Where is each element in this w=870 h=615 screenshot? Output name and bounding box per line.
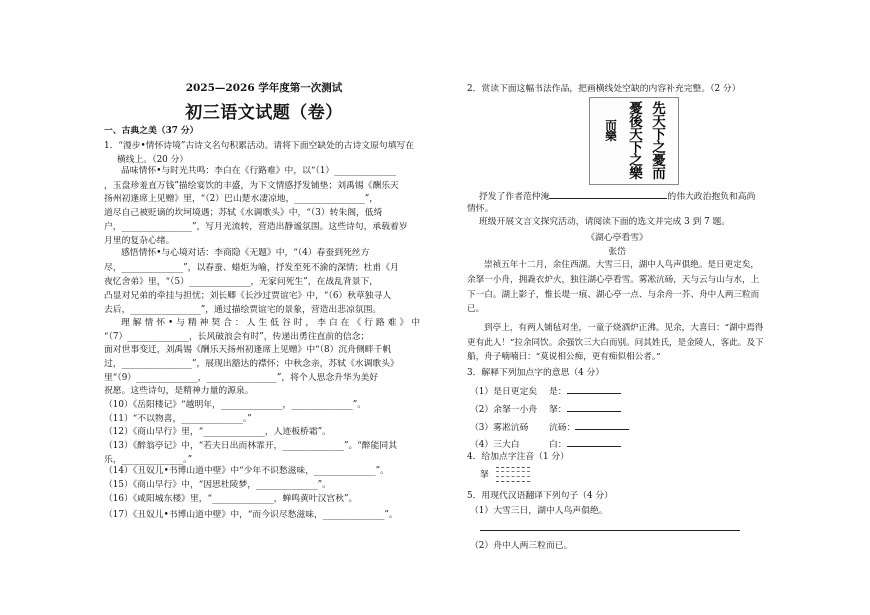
q3-phrase: （4）三大白 — [470, 440, 520, 450]
q1-line: 感悟情怀•与心境对话：李商隐《无题》中，“（4）春蚕到死丝方 — [121, 248, 370, 258]
q5-answer-line — [480, 530, 740, 531]
passage-line: 到亭上，有两人铺毡对坐，一童子烧酒炉正沸。见余，大喜曰：“湖中焉得 — [484, 323, 764, 333]
q5-item: （2）舟中人两三粒而已。 — [470, 541, 573, 551]
q3-prompt: 3．解释下列加点字的意思（4 分） — [467, 368, 605, 378]
calligraphy-column: 憂後天下之樂 — [626, 101, 642, 179]
q1-item: （17）《丑奴儿•书博山道中壁》中，“而今识尽愁滋味，______________”。 — [104, 510, 398, 520]
passage-line: 下一白。湖上影子，惟长堤一痕、湖心亭一点、与余舟一芥、舟中人两三粒而 — [467, 290, 760, 300]
calligraphy-column: 先天下之憂而 — [649, 101, 665, 179]
q1-item: （10）《岳阳楼记》“越明年，______________，______________”。 — [104, 400, 367, 410]
test-title: 2025—2026 学年度第一次测试 — [185, 82, 343, 94]
reading-intro: 班级开展文言文探究活动，请阅读下面的选文并完成 3 到 7 题。 — [479, 217, 731, 227]
q3-answer-blank — [567, 402, 621, 412]
q2-answer-after: 的伟大政治抱负和高尚 — [667, 192, 756, 202]
passage-line: 船，舟子喃喃曰：“莫说相公痴，更有痴似相公者。” — [467, 352, 661, 362]
q1-item: （15）《商山早行》中，“因思杜陵梦，______________”。 — [104, 480, 331, 490]
q3-label: 是： — [549, 387, 567, 397]
q1-item: （16）《咸阳城东楼》里，“______________，蝉鸣黄叶汉宫秋”。 — [104, 494, 358, 504]
q2-answer-before: 抒发了作者范仲淹 — [479, 192, 550, 202]
q2-answer-blank — [549, 189, 667, 199]
q2-prompt: 2．赏读下面这幅书法作品，把画横线处空缺的内容补充完整。（2 分） — [467, 84, 741, 94]
passage-title: 《湖心亭看雪》 — [586, 233, 648, 243]
q3-phrase: （2）余拏一小舟 — [470, 405, 538, 415]
q3-item — [470, 437, 770, 451]
q1-item: （14）《丑奴儿•书博山道中壁》中“少年不识愁滋味，______________”。 — [104, 466, 389, 476]
q1-line: 理解情怀•与精神契合：人生低谷时，李白在《行路难》中 — [121, 318, 420, 328]
q3-item — [470, 402, 770, 416]
q1-item: （11）“不以物喜，______________。” — [104, 414, 252, 424]
calligraphy-column: 而樂 — [604, 119, 618, 141]
q1-line: 道尽自己被贬谪的坎坷境遇；苏轼《水调歌头》中，“（3）转朱阁，低绮 — [104, 208, 383, 218]
q1-line: 凸显对兄弟的牵挂与担忧；刘长卿《长沙过贾谊宅》中，“（6）秋草独寻人 — [104, 291, 392, 301]
q1-line: “（7）______________，长风破浪会有时”，传递出勇往直前的信念； — [104, 332, 370, 342]
pinyin-grid — [496, 467, 530, 482]
q1-line: ，玉盘珍羞直万钱”描绘宴饮的丰盛，为下文情感抒发铺垫；刘禹锡《酬乐天 — [104, 181, 399, 191]
q5-item: （1）大雪三日，湖中人鸟声俱绝。 — [470, 506, 608, 516]
q3-answer-blank — [567, 437, 621, 447]
q1-line: 户，________________”，写月光流转，营造出静谧氛围。这些诗句，承载着岁 — [104, 222, 408, 232]
q1-line: 月里的复杂心绪。 — [104, 236, 175, 246]
passage-author: 张岱 — [608, 247, 626, 257]
q1-line: 夜忆舍弟》里，“（5）______________，无家问死生”，在战乱背景下， — [104, 277, 379, 287]
q3-item — [470, 420, 770, 434]
q5-prompt: 5．用现代汉语翻译下列句子（4 分） — [467, 491, 613, 501]
passage-line: 崇祯五年十二月，余住西湖。大雪三日，湖中人鸟声俱绝。是日更定矣， — [484, 260, 760, 270]
q3-label: 拏： — [549, 405, 567, 415]
q4-prompt: 4．给加点字注音（1 分） — [467, 452, 569, 462]
q1-item: 乐，______________。” — [104, 455, 193, 465]
q3-phrase: （3）雾凇沆砀 — [470, 423, 529, 433]
q1-line: 扬州初逢席上见赠》里，“（2）巴山楚水凄凉地，________________”， — [104, 194, 379, 204]
paper-title: 初三语文试题（卷） — [185, 103, 343, 123]
q1-item: （12）《商山早行》里，“______________，人迹板桥霜”。 — [104, 427, 331, 437]
passage-line: 余拏一小舟，拥毳衣炉火，独往湖心亭看雪。雾凇沆砀，天与云与山与水，上 — [467, 275, 760, 285]
q1-line: 里“（9）______________，________________”，将个人思念升华为美好 — [104, 373, 379, 383]
q3-label: 沆砀： — [549, 423, 576, 433]
q2-answer-end: 情怀。 — [467, 204, 494, 214]
q3-answer-blank — [575, 420, 629, 430]
q2-answer-line — [479, 189, 771, 203]
q1-line: 品味情怀•与时光共鸣：李白在《行路难》中，以“（1）______________ — [121, 166, 396, 176]
q1-item: （13）《醉翁亭记》中，“若夫日出而林霏开，______________”。“醉能同其 — [104, 441, 397, 451]
q1-line: 祝愿。这些诗句，是精神力量的源泉。 — [104, 386, 254, 396]
q3-item — [470, 384, 770, 398]
section-title: 一、古典之美（37 分） — [104, 126, 199, 136]
q1-line: 横线上。（20 分） — [117, 155, 189, 165]
passage-line: 已。 — [467, 304, 485, 314]
q3-phrase: （1）是日更定矣 — [470, 387, 538, 397]
q1-line: 尽，______________”，以春蚕、蜡炬为喻，抒发至死不渝的深情；杜甫《月 — [104, 263, 399, 273]
q1-line: 过，________________”，展现出豁达的襟怀；中秋念亲，苏轼《水调歌头》 — [104, 359, 399, 369]
q4-char: 拏 — [480, 470, 489, 480]
passage-line: 更有此人！”拉余同饮。余强饮三大白而别。问其姓氏，是金陵人，客此。及下 — [467, 338, 764, 348]
q3-answer-blank — [567, 384, 621, 394]
q1-line: 去后，________________”，通过描绘贾谊宅的景象，营造出悲凉氛围。 — [104, 305, 382, 315]
q1-line: 1．“漫步•情怀诗境”古诗文名句积累活动。请将下面空缺处的古诗文原句填写在 — [104, 141, 415, 151]
q1-line: 面对世事变迁，刘禹锡《酬乐天扬州初逢席上见赠》中“（8）沉舟侧畔千帆 — [104, 345, 392, 355]
q3-label: 白： — [549, 440, 567, 450]
calligraphy-artwork — [589, 97, 679, 185]
